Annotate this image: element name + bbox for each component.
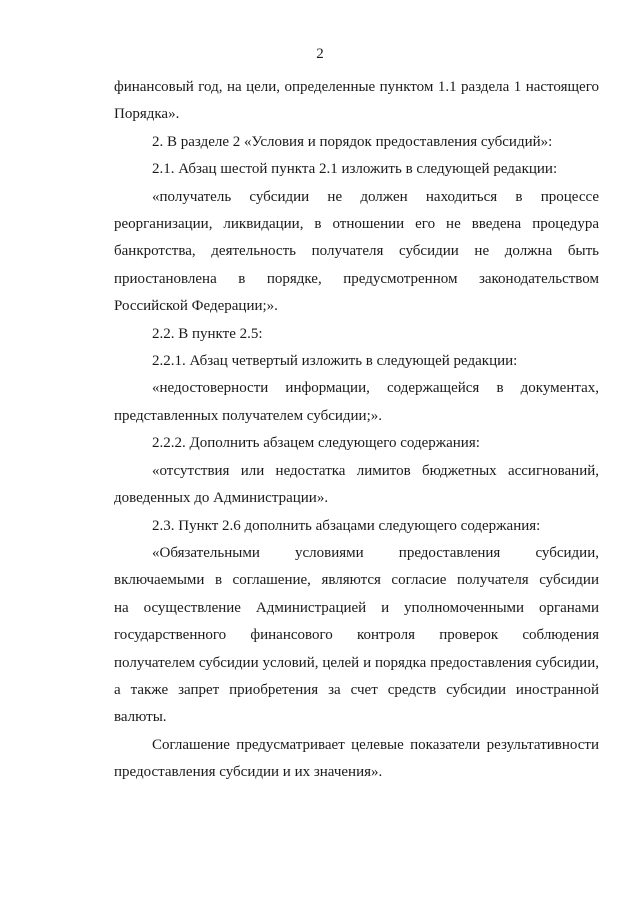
text-line: а также запрет приобретения за счет средств субсидии иностранной [114,681,599,698]
text-line: 2.2.1. Абзац четвертый изложить в следующей редакции: [152,353,518,370]
text-line: представленных получателем субсидии;». [114,407,382,424]
text-line: 2. В разделе 2 «Условия и порядок предоставления субсидий»: [152,133,553,150]
paragraph [114,348,599,375]
paragraph [114,458,599,513]
paragraph [114,184,599,321]
text-line: «Обязательными условиями предоставления субсидии, [152,544,599,561]
text-line: предоставления субсидии и их значения». [114,764,383,781]
text-line: 2.2. В пункте 2.5: [152,325,263,342]
text-line: банкротства, деятельность получателя субсидии не должна быть [114,243,599,260]
paragraph [114,513,599,540]
paragraph [114,321,599,348]
text-line: получателем субсидии условий, целей и порядка предоставления субсидии, [114,654,599,671]
text-line: реорганизации, ликвидации, в отношении его не введена процедура [114,216,599,233]
page-number: 2 [316,46,324,62]
text-line: включаемыми в соглашение, являются согласие получателя субсидии [114,572,599,589]
text-line: приостановлена в порядке, предусмотренном законодательством [114,270,599,287]
text-line: Соглашение предусматривает целевые показатели результативности [152,736,599,753]
paragraph [114,156,599,183]
text-line: «получатель субсидии не должен находиться в процессе [152,188,599,205]
paragraph [114,129,599,156]
text-line: Российской Федерации;». [114,298,278,315]
paragraph [114,430,599,457]
text-line: Порядка». [114,106,180,123]
text-line: 2.1. Абзац шестой пункта 2.1 изложить в следующей редакции: [152,161,558,178]
text-line: 2.3. Пункт 2.6 дополнить абзацами следующего содержания: [152,517,541,534]
text-line: валюты. [114,709,167,726]
paragraph [114,74,599,129]
paragraph [114,375,599,430]
text-line: «отсутствия или недостатка лимитов бюджетных ассигнований, [152,462,599,479]
text-line: финансовый год, на цели, определенные пунктом 1.1 раздела 1 настоящего [114,79,599,95]
text-line: на осуществление Администрацией и уполномоченными органами [114,599,599,616]
text-line: 2.2.2. Дополнить абзацем следующего содержания: [152,435,480,452]
paragraph [114,732,599,787]
document-body [114,74,599,787]
paragraph [114,540,599,732]
text-line: государственного финансового контроля проверок соблюдения [114,627,599,644]
text-line: доведенных до Администрации». [114,490,329,507]
text-line: «недостоверности информации, содержащейся в документах, [152,380,599,397]
